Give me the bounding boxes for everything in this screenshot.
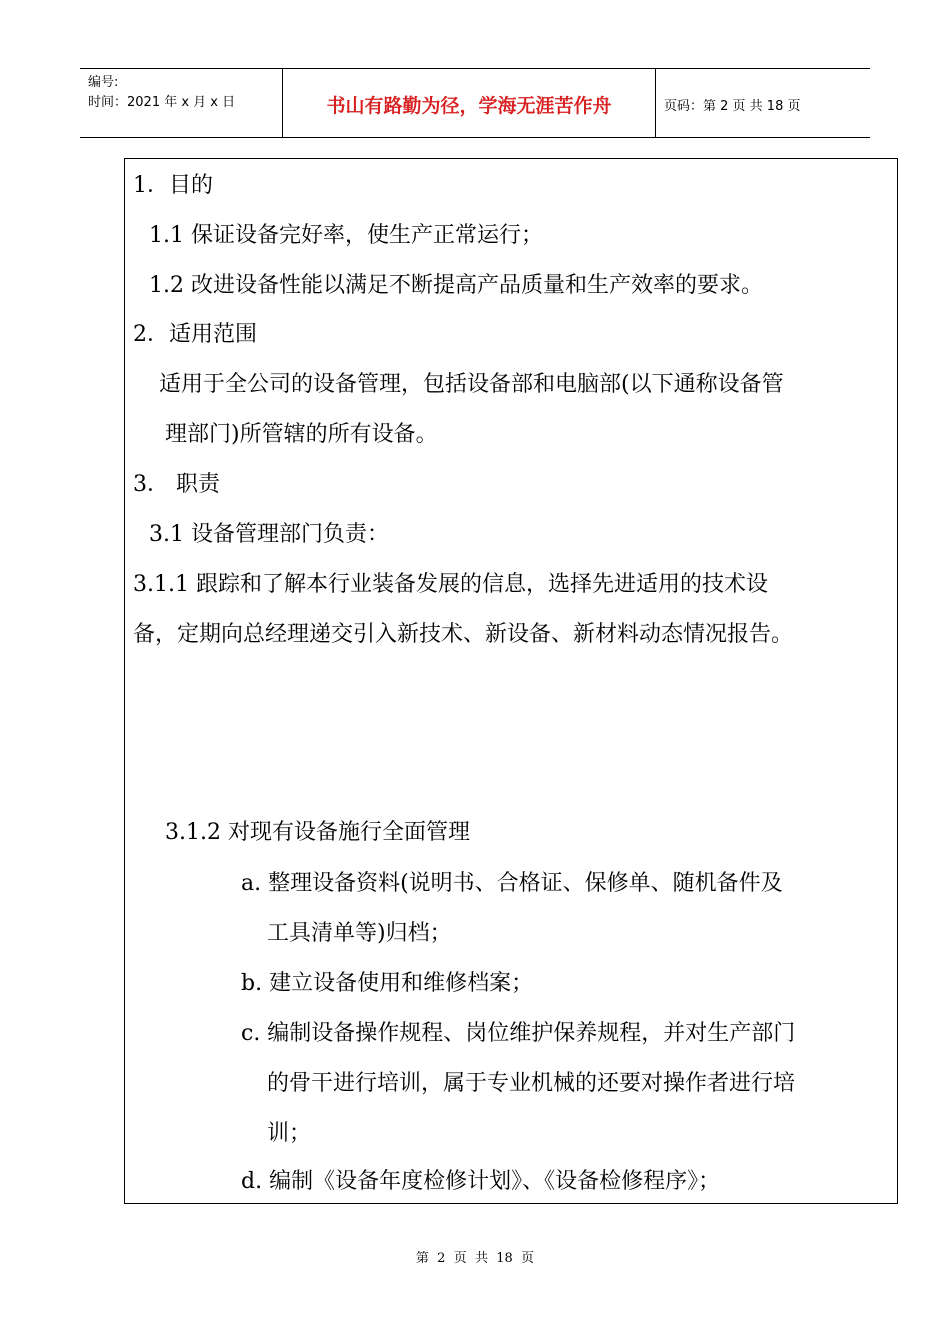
page-header xyxy=(80,68,870,138)
content-box xyxy=(124,158,898,1204)
section-3-1: 3.1 设备管理部门负责： xyxy=(149,522,389,547)
item-c-line-2: 的骨干进行培训，属于专业机械的还要对操作者进行培 xyxy=(267,1071,796,1096)
section-1-1: 1.1 保证设备完好率，使生产正常运行； xyxy=(149,223,543,248)
section-1-2: 1.2 改进设备性能以满足不断提高产品质量和生产效率的要求。 xyxy=(149,273,763,298)
item-b: b. 建立设备使用和维修档案； xyxy=(241,971,534,996)
section-2-line-2: 理部门)所管辖的所有设备。 xyxy=(165,422,438,447)
doc-date-label: 时间：2021 年 x 月 x 日 xyxy=(88,95,236,110)
item-d: d. 编制《设备年度检修计划》、《设备检修程序》； xyxy=(241,1169,721,1194)
section-3-1-1-line-1: 3.1.1 跟踪和了解本行业装备发展的信息，选择先进适用的技术设 xyxy=(133,572,768,597)
section-1-title: 1．目的 xyxy=(133,173,213,198)
section-2-title: 2．适用范围 xyxy=(133,322,257,347)
section-3-1-2: 3.1.2 对现有设备施行全面管理 xyxy=(165,820,470,845)
header-page-label: 页码：第 2 页 共 18 页 xyxy=(664,99,801,114)
header-info-cell xyxy=(80,69,283,137)
item-c-line-3: 训； xyxy=(267,1121,312,1146)
section-3-1-1-line-2: 备，定期向总经理递交引入新技术、新设备、新材料动态情况报告。 xyxy=(133,622,794,647)
item-a-line-1: a. 整理设备资料(说明书、合格证、保修单、随机备件及 xyxy=(241,871,783,896)
header-motto-cell xyxy=(283,69,656,137)
doc-code-label: 编号: xyxy=(88,75,119,90)
item-c-line-1: c. 编制设备操作规程、岗位维护保养规程，并对生产部门 xyxy=(241,1021,796,1046)
section-3-title: 3． 职责 xyxy=(133,472,220,497)
header-motto: 书山有路勤为径，学海无涯苦作舟 xyxy=(326,95,612,117)
item-a-line-2: 工具清单等)归档； xyxy=(267,921,452,946)
header-page-cell xyxy=(656,69,870,137)
page-footer: 第 2 页 共 18 页 xyxy=(415,1251,535,1266)
section-2-line-1: 适用于全公司的设备管理，包括设备部和电脑部(以下通称设备管 xyxy=(159,372,784,397)
